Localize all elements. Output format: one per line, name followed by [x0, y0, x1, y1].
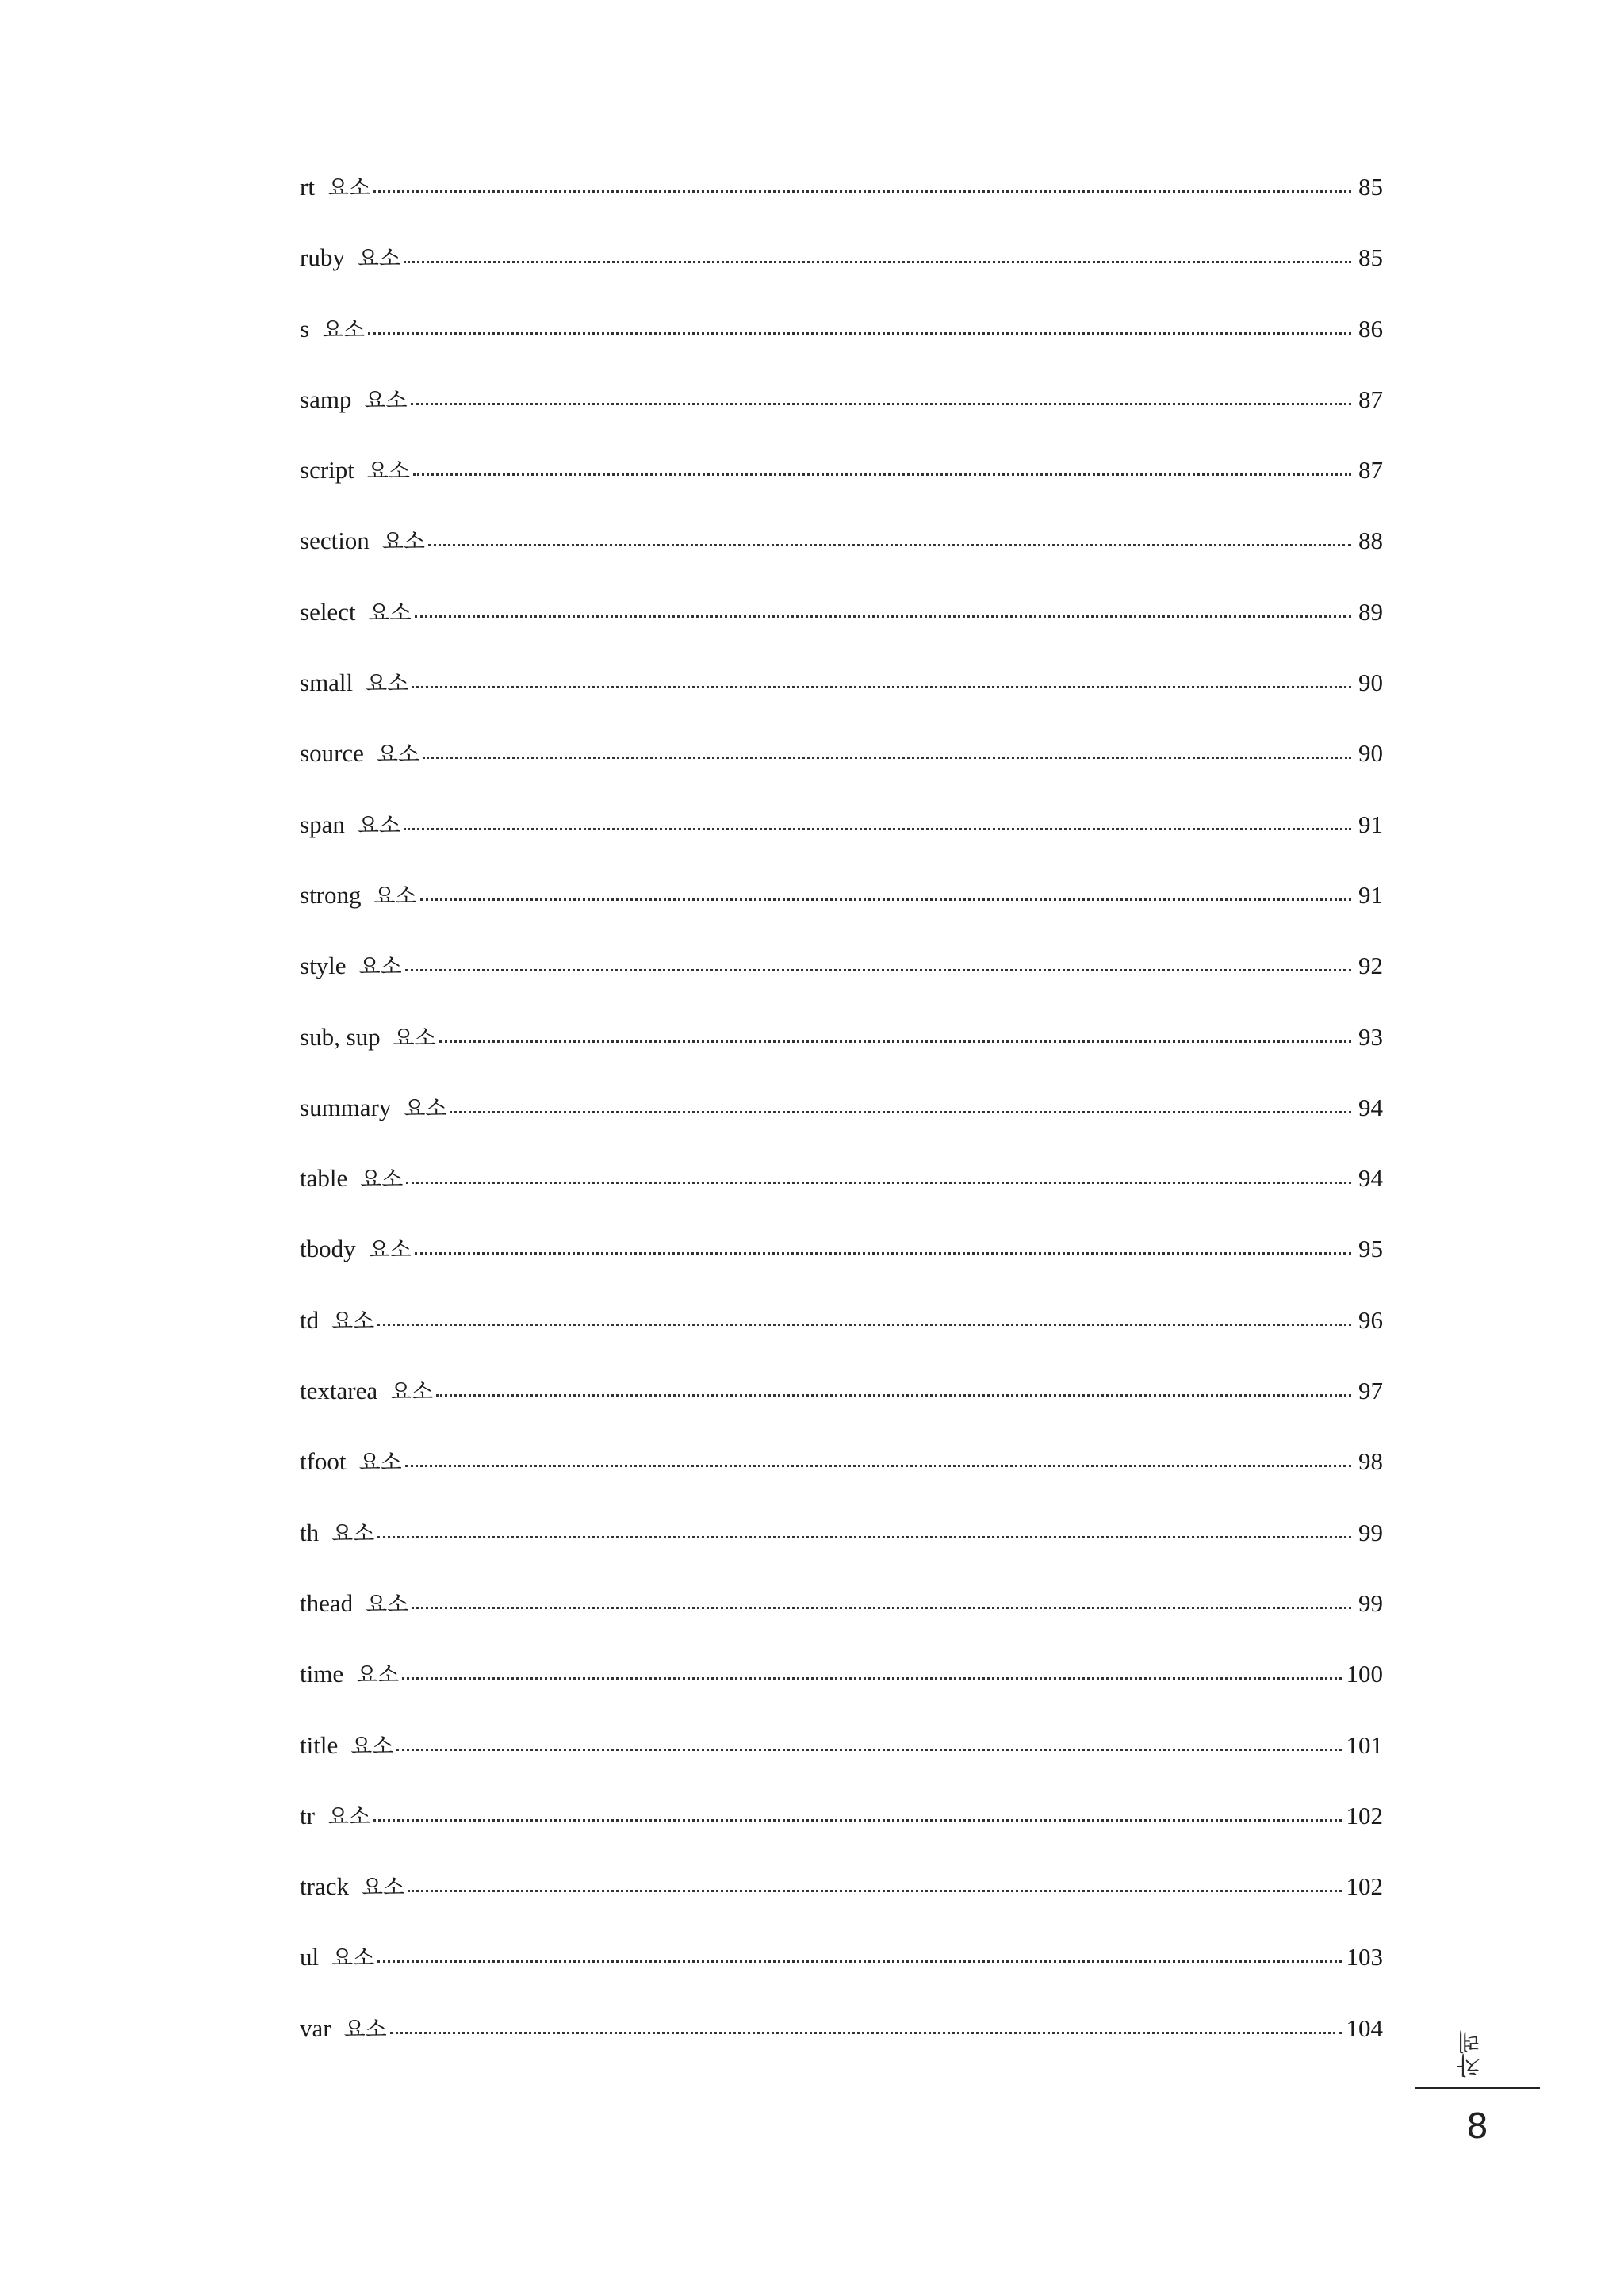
toc-entry-page: 87: [1358, 385, 1383, 413]
toc-entry-suffix: 요소: [390, 1378, 434, 1405]
toc-entry-suffix: 요소: [331, 1944, 375, 1971]
dot-leader: [402, 1677, 1341, 1680]
toc-entry-suffix: 요소: [366, 1590, 409, 1617]
toc-entry-title: select: [300, 597, 356, 626]
toc-entry-page: 87: [1358, 456, 1383, 485]
toc-entry-suffix: 요소: [358, 1449, 402, 1476]
toc-entry-suffix: 요소: [327, 1803, 371, 1829]
toc-entry[interactable]: [300, 741, 1383, 811]
toc-entry-title: table: [300, 1164, 348, 1193]
toc-entry-page: 103: [1346, 1943, 1383, 1971]
toc-entry-title: strong: [300, 880, 362, 909]
toc-entry-page: 104: [1346, 2013, 1383, 2042]
toc-entry[interactable]: [300, 812, 1383, 883]
section-label: 차례: [1457, 2030, 1485, 2078]
dot-leader: [420, 898, 1351, 901]
dot-leader: [408, 1890, 1341, 1892]
toc-entry[interactable]: [300, 953, 1383, 1024]
toc-entry[interactable]: [300, 1305, 1383, 1378]
dot-leader: [405, 969, 1351, 971]
toc-entry-page: 90: [1358, 739, 1383, 768]
toc-entry-page: 97: [1358, 1377, 1383, 1405]
toc-entry-suffix: 요소: [357, 245, 400, 272]
page-number: 8: [1466, 2106, 1488, 2147]
toc-entry-page: 96: [1358, 1305, 1383, 1334]
dot-leader: [396, 1749, 1341, 1751]
toc-entry[interactable]: [300, 528, 1383, 599]
toc-entry[interactable]: [300, 1874, 1383, 1944]
toc-entry-title: textarea: [300, 1377, 378, 1405]
toc-entry-page: 101: [1346, 1730, 1383, 1759]
toc-entry-suffix: 요소: [331, 1519, 375, 1546]
toc-entry-title: time: [300, 1660, 344, 1688]
dot-leader: [415, 615, 1351, 618]
dot-leader: [404, 261, 1351, 263]
toc-entry-title: section: [300, 527, 370, 555]
dot-leader: [439, 1040, 1351, 1043]
toc-entry[interactable]: [300, 245, 1383, 316]
toc-entry[interactable]: [300, 597, 1383, 670]
toc-entry-suffix: 요소: [373, 882, 417, 909]
toc-entry-suffix: 요소: [343, 2015, 387, 2042]
toc-entry-page: 102: [1346, 1801, 1383, 1829]
toc-entry[interactable]: [300, 1730, 1383, 1803]
toc-entry[interactable]: [300, 174, 1383, 245]
toc-entry-title: td: [300, 1305, 320, 1334]
toc-entry-page: 93: [1358, 1022, 1383, 1051]
toc-entry[interactable]: [300, 1520, 1383, 1591]
toc-entry-page: 86: [1358, 314, 1383, 343]
toc-entry-suffix: 요소: [327, 174, 371, 201]
toc-entry-suffix: 요소: [322, 316, 366, 343]
toc-entry-page: 92: [1358, 952, 1383, 980]
toc-entry-suffix: 요소: [331, 1307, 375, 1334]
toc-entry-page: 94: [1358, 1164, 1383, 1193]
toc-entry-title: thead: [300, 1588, 354, 1617]
toc-entry[interactable]: [300, 316, 1383, 387]
toc-entry-page: 99: [1358, 1588, 1383, 1617]
dot-leader: [406, 1182, 1351, 1184]
toc-entry[interactable]: [300, 1166, 1383, 1236]
toc-entry-page: 90: [1358, 669, 1383, 697]
toc-entry-title: source: [300, 739, 364, 768]
toc-entry[interactable]: [300, 1588, 1383, 1661]
dot-leader: [377, 1960, 1341, 1963]
toc-entry[interactable]: [300, 1661, 1383, 1732]
toc-entry-suffix: 요소: [361, 1874, 405, 1901]
dot-leader: [450, 1111, 1351, 1113]
toc-entry-title: ruby: [300, 243, 345, 272]
toc-entry-suffix: 요소: [368, 599, 412, 626]
toc-entry-page: 85: [1358, 173, 1383, 201]
dot-leader: [368, 332, 1351, 335]
toc-entry-page: 94: [1358, 1093, 1383, 1121]
toc-entry[interactable]: [300, 1095, 1383, 1166]
toc-entry-suffix: 요소: [360, 1166, 404, 1193]
toc-entry-title: title: [300, 1730, 339, 1759]
toc-entry[interactable]: [300, 1449, 1383, 1519]
toc-entry-title: style: [300, 952, 347, 980]
toc-entry[interactable]: [300, 670, 1383, 741]
toc-entry-suffix: 요소: [350, 1732, 394, 1759]
toc-entry-page: 91: [1358, 810, 1383, 838]
toc-entry-title: script: [300, 456, 354, 485]
toc-entry-title: samp: [300, 385, 352, 413]
toc-entry-page: 95: [1358, 1235, 1383, 1263]
dot-leader: [413, 473, 1351, 476]
toc-entry[interactable]: [300, 1803, 1383, 1874]
toc-entry-suffix: 요소: [364, 386, 408, 413]
dot-leader: [415, 1252, 1351, 1255]
toc-entry-suffix: 요소: [381, 528, 425, 555]
toc-entry-suffix: 요소: [358, 953, 402, 980]
toc-entry-title: summary: [300, 1093, 392, 1121]
dot-leader: [373, 1819, 1341, 1822]
toc-entry-page: 89: [1358, 597, 1383, 626]
toc-entry[interactable]: [300, 1022, 1383, 1095]
dot-leader: [377, 1536, 1351, 1538]
toc-entry[interactable]: [300, 2013, 1383, 2086]
dot-leader: [404, 828, 1351, 830]
toc-entry[interactable]: [300, 880, 1383, 953]
toc-entry-title: tr: [300, 1801, 315, 1829]
toc-entry-suffix: 요소: [368, 1236, 412, 1263]
toc-entry-page: 85: [1358, 243, 1383, 272]
dot-leader: [377, 1324, 1351, 1326]
toc-entry-suffix: 요소: [357, 811, 400, 838]
toc-entry-title: ul: [300, 1943, 320, 1971]
toc-entry-title: sub, sup: [300, 1022, 381, 1051]
dot-leader: [428, 544, 1351, 546]
toc-entry-title: s: [300, 314, 310, 343]
table-of-contents: [300, 174, 1383, 2086]
toc-entry-title: var: [300, 2013, 331, 2042]
toc-entry[interactable]: [300, 387, 1383, 458]
toc-entry-title: th: [300, 1518, 320, 1546]
dot-leader: [405, 1465, 1351, 1467]
toc-entry-suffix: 요소: [356, 1661, 400, 1688]
dot-leader: [373, 190, 1351, 193]
toc-entry-suffix: 요소: [366, 670, 409, 697]
dot-leader: [436, 1394, 1351, 1397]
toc-entry-page: 102: [1346, 1872, 1383, 1901]
toc-entry[interactable]: [300, 1236, 1383, 1307]
dot-leader: [412, 1607, 1351, 1609]
toc-entry-title: span: [300, 810, 345, 838]
footer-divider: [1415, 2087, 1540, 2089]
toc-entry-title: track: [300, 1872, 349, 1901]
toc-entry-suffix: 요소: [393, 1024, 436, 1051]
toc-entry-page: 91: [1358, 880, 1383, 909]
dot-leader: [423, 757, 1351, 759]
dot-leader: [411, 403, 1351, 405]
toc-entry[interactable]: [300, 1944, 1383, 2015]
toc-entry-page: 100: [1346, 1660, 1383, 1688]
toc-entry-page: 88: [1358, 527, 1383, 555]
dot-leader: [390, 2032, 1342, 2034]
dot-leader: [412, 686, 1351, 688]
toc-entry-title: tbody: [300, 1235, 356, 1263]
toc-entry-title: small: [300, 669, 354, 697]
toc-entry-suffix: 요소: [376, 741, 420, 768]
toc-entry-suffix: 요소: [366, 458, 410, 485]
toc-entry-title: tfoot: [300, 1447, 347, 1476]
toc-entry-title: rt: [300, 173, 315, 201]
toc-entry[interactable]: [300, 1378, 1383, 1449]
toc-entry-page: 99: [1358, 1518, 1383, 1546]
toc-entry-suffix: 요소: [404, 1094, 447, 1121]
toc-entry-page: 98: [1358, 1447, 1383, 1476]
toc-entry[interactable]: [300, 458, 1383, 528]
